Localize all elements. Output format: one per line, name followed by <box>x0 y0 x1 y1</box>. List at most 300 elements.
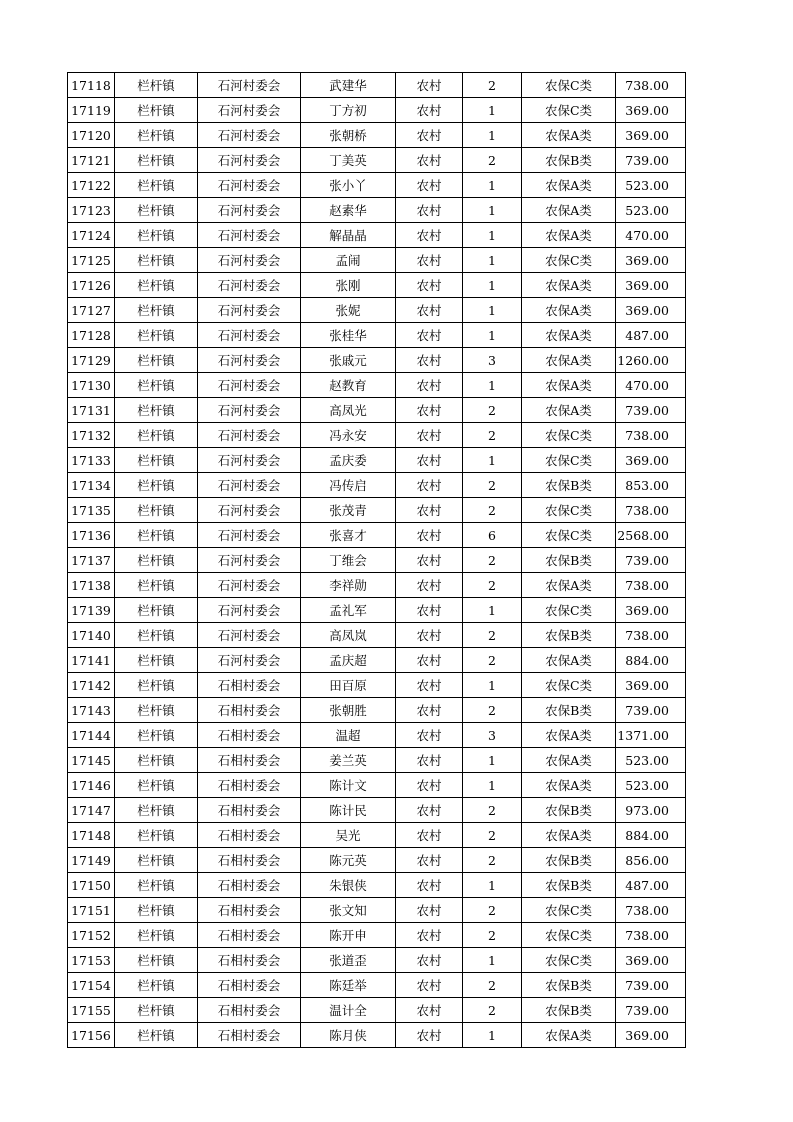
insurance-class-cell: 农保C类 <box>522 73 616 98</box>
area-type-cell: 农村 <box>396 798 463 823</box>
table-row <box>68 473 686 498</box>
village-committee-cell: 石河村委会 <box>198 398 301 423</box>
insurance-class-cell: 农保A类 <box>522 823 616 848</box>
household-count-cell: 1 <box>463 198 522 223</box>
household-count-cell: 3 <box>463 723 522 748</box>
serial-number-cell: 17128 <box>68 323 115 348</box>
village-committee-cell: 石相村委会 <box>198 923 301 948</box>
serial-number-cell: 17133 <box>68 448 115 473</box>
serial-number-cell: 17142 <box>68 673 115 698</box>
serial-number-cell: 17148 <box>68 823 115 848</box>
area-type-cell: 农村 <box>396 973 463 998</box>
serial-number-cell: 17120 <box>68 123 115 148</box>
town-cell: 栏杆镇 <box>115 798 198 823</box>
household-count-cell: 2 <box>463 423 522 448</box>
serial-number-cell: 17150 <box>68 873 115 898</box>
town-cell: 栏杆镇 <box>115 423 198 448</box>
area-type-cell: 农村 <box>396 273 463 298</box>
name-cell: 张小丫 <box>301 173 396 198</box>
insurance-class-cell: 农保C类 <box>522 673 616 698</box>
insurance-class-cell: 农保A类 <box>522 773 616 798</box>
insurance-class-cell: 农保B类 <box>522 848 616 873</box>
area-type-cell: 农村 <box>396 948 463 973</box>
amount-cell: 856.00 <box>616 848 686 873</box>
name-cell: 张桂华 <box>301 323 396 348</box>
village-committee-cell: 石相村委会 <box>198 748 301 773</box>
table-row <box>68 548 686 573</box>
area-type-cell: 农村 <box>396 298 463 323</box>
area-type-cell: 农村 <box>396 998 463 1023</box>
serial-number-cell: 17126 <box>68 273 115 298</box>
town-cell: 栏杆镇 <box>115 898 198 923</box>
insurance-class-cell: 农保A类 <box>522 298 616 323</box>
village-committee-cell: 石相村委会 <box>198 673 301 698</box>
amount-cell: 738.00 <box>616 898 686 923</box>
household-count-cell: 2 <box>463 898 522 923</box>
village-committee-cell: 石河村委会 <box>198 548 301 573</box>
village-committee-cell: 石相村委会 <box>198 948 301 973</box>
serial-number-cell: 17129 <box>68 348 115 373</box>
serial-number-cell: 17140 <box>68 623 115 648</box>
amount-cell: 853.00 <box>616 473 686 498</box>
household-count-cell: 2 <box>463 548 522 573</box>
town-cell: 栏杆镇 <box>115 373 198 398</box>
name-cell: 张道歪 <box>301 948 396 973</box>
table-row <box>68 973 686 998</box>
household-count-cell: 1 <box>463 298 522 323</box>
insurance-class-cell: 农保B类 <box>522 798 616 823</box>
area-type-cell: 农村 <box>396 673 463 698</box>
area-type-cell: 农村 <box>396 548 463 573</box>
serial-number-cell: 17131 <box>68 398 115 423</box>
table-row <box>68 948 686 973</box>
name-cell: 张妮 <box>301 298 396 323</box>
serial-number-cell: 17136 <box>68 523 115 548</box>
area-type-cell: 农村 <box>396 923 463 948</box>
town-cell: 栏杆镇 <box>115 1023 198 1048</box>
amount-cell: 487.00 <box>616 323 686 348</box>
serial-number-cell: 17145 <box>68 748 115 773</box>
serial-number-cell: 17144 <box>68 723 115 748</box>
village-committee-cell: 石河村委会 <box>198 573 301 598</box>
area-type-cell: 农村 <box>396 898 463 923</box>
table-row <box>68 73 686 98</box>
name-cell: 张喜才 <box>301 523 396 548</box>
name-cell: 冯传启 <box>301 473 396 498</box>
village-committee-cell: 石河村委会 <box>198 473 301 498</box>
insurance-class-cell: 农保C类 <box>522 498 616 523</box>
household-count-cell: 2 <box>463 398 522 423</box>
amount-cell: 369.00 <box>616 273 686 298</box>
village-committee-cell: 石河村委会 <box>198 173 301 198</box>
serial-number-cell: 17155 <box>68 998 115 1023</box>
insurance-class-cell: 农保A类 <box>522 123 616 148</box>
area-type-cell: 农村 <box>396 623 463 648</box>
insurance-class-cell: 农保B类 <box>522 623 616 648</box>
village-committee-cell: 石相村委会 <box>198 873 301 898</box>
household-count-cell: 1 <box>463 873 522 898</box>
insurance-class-cell: 农保A类 <box>522 173 616 198</box>
household-count-cell: 2 <box>463 573 522 598</box>
household-count-cell: 1 <box>463 273 522 298</box>
town-cell: 栏杆镇 <box>115 198 198 223</box>
name-cell: 朱银侠 <box>301 873 396 898</box>
town-cell: 栏杆镇 <box>115 498 198 523</box>
village-committee-cell: 石河村委会 <box>198 423 301 448</box>
amount-cell: 523.00 <box>616 173 686 198</box>
village-committee-cell: 石相村委会 <box>198 973 301 998</box>
insurance-class-cell: 农保C类 <box>522 448 616 473</box>
household-count-cell: 1 <box>463 773 522 798</box>
name-cell: 孟礼军 <box>301 598 396 623</box>
serial-number-cell: 17151 <box>68 898 115 923</box>
amount-cell: 523.00 <box>616 198 686 223</box>
household-count-cell: 3 <box>463 348 522 373</box>
village-committee-cell: 石河村委会 <box>198 273 301 298</box>
table-row <box>68 423 686 448</box>
area-type-cell: 农村 <box>396 398 463 423</box>
serial-number-cell: 17125 <box>68 248 115 273</box>
village-committee-cell: 石相村委会 <box>198 698 301 723</box>
household-count-cell: 1 <box>463 173 522 198</box>
town-cell: 栏杆镇 <box>115 648 198 673</box>
village-committee-cell: 石相村委会 <box>198 898 301 923</box>
village-committee-cell: 石河村委会 <box>198 448 301 473</box>
name-cell: 陈廷举 <box>301 973 396 998</box>
amount-cell: 739.00 <box>616 548 686 573</box>
amount-cell: 739.00 <box>616 398 686 423</box>
serial-number-cell: 17123 <box>68 198 115 223</box>
table-row <box>68 898 686 923</box>
household-count-cell: 2 <box>463 648 522 673</box>
insurance-class-cell: 农保A类 <box>522 398 616 423</box>
village-committee-cell: 石河村委会 <box>198 98 301 123</box>
household-count-cell: 1 <box>463 1023 522 1048</box>
table-row <box>68 373 686 398</box>
household-count-cell: 1 <box>463 323 522 348</box>
table-row <box>68 98 686 123</box>
name-cell: 陈计文 <box>301 773 396 798</box>
village-committee-cell: 石河村委会 <box>198 523 301 548</box>
insurance-class-cell: 农保C类 <box>522 523 616 548</box>
insurance-class-cell: 农保C类 <box>522 923 616 948</box>
serial-number-cell: 17135 <box>68 498 115 523</box>
table-row <box>68 248 686 273</box>
amount-cell: 738.00 <box>616 73 686 98</box>
town-cell: 栏杆镇 <box>115 848 198 873</box>
village-committee-cell: 石相村委会 <box>198 823 301 848</box>
insurance-class-cell: 农保A类 <box>522 1023 616 1048</box>
village-committee-cell: 石河村委会 <box>198 598 301 623</box>
name-cell: 武建华 <box>301 73 396 98</box>
name-cell: 孟庆委 <box>301 448 396 473</box>
serial-number-cell: 17149 <box>68 848 115 873</box>
name-cell: 陈开申 <box>301 923 396 948</box>
area-type-cell: 农村 <box>396 473 463 498</box>
insurance-class-cell: 农保A类 <box>522 573 616 598</box>
town-cell: 栏杆镇 <box>115 948 198 973</box>
insurance-class-cell: 农保A类 <box>522 323 616 348</box>
village-committee-cell: 石相村委会 <box>198 1023 301 1048</box>
table-row <box>68 348 686 373</box>
amount-cell: 738.00 <box>616 923 686 948</box>
area-type-cell: 农村 <box>396 148 463 173</box>
household-count-cell: 1 <box>463 223 522 248</box>
area-type-cell: 农村 <box>396 523 463 548</box>
table-row <box>68 873 686 898</box>
town-cell: 栏杆镇 <box>115 223 198 248</box>
town-cell: 栏杆镇 <box>115 273 198 298</box>
area-type-cell: 农村 <box>396 123 463 148</box>
area-type-cell: 农村 <box>396 723 463 748</box>
table-row <box>68 198 686 223</box>
village-committee-cell: 石相村委会 <box>198 848 301 873</box>
amount-cell: 1260.00 <box>616 348 686 373</box>
amount-cell: 523.00 <box>616 773 686 798</box>
serial-number-cell: 17153 <box>68 948 115 973</box>
insurance-class-cell: 农保C类 <box>522 598 616 623</box>
town-cell: 栏杆镇 <box>115 398 198 423</box>
town-cell: 栏杆镇 <box>115 148 198 173</box>
amount-cell: 369.00 <box>616 1023 686 1048</box>
table-row <box>68 923 686 948</box>
town-cell: 栏杆镇 <box>115 598 198 623</box>
name-cell: 张茂青 <box>301 498 396 523</box>
town-cell: 栏杆镇 <box>115 873 198 898</box>
amount-cell: 369.00 <box>616 673 686 698</box>
serial-number-cell: 17152 <box>68 923 115 948</box>
town-cell: 栏杆镇 <box>115 723 198 748</box>
household-count-cell: 2 <box>463 973 522 998</box>
insurance-class-cell: 农保A类 <box>522 748 616 773</box>
table-row <box>68 123 686 148</box>
serial-number-cell: 17154 <box>68 973 115 998</box>
serial-number-cell: 17138 <box>68 573 115 598</box>
insurance-class-cell: 农保A类 <box>522 373 616 398</box>
insurance-class-cell: 农保A类 <box>522 273 616 298</box>
table-row <box>68 148 686 173</box>
table-row <box>68 848 686 873</box>
town-cell: 栏杆镇 <box>115 573 198 598</box>
insurance-class-cell: 农保B类 <box>522 873 616 898</box>
household-count-cell: 2 <box>463 698 522 723</box>
town-cell: 栏杆镇 <box>115 98 198 123</box>
serial-number-cell: 17139 <box>68 598 115 623</box>
village-committee-cell: 石河村委会 <box>198 148 301 173</box>
amount-cell: 1371.00 <box>616 723 686 748</box>
serial-number-cell: 17127 <box>68 298 115 323</box>
village-committee-cell: 石河村委会 <box>198 123 301 148</box>
insurance-class-cell: 农保C类 <box>522 948 616 973</box>
amount-cell: 369.00 <box>616 98 686 123</box>
name-cell: 解晶晶 <box>301 223 396 248</box>
area-type-cell: 农村 <box>396 448 463 473</box>
name-cell: 李祥勋 <box>301 573 396 598</box>
amount-cell: 739.00 <box>616 698 686 723</box>
amount-cell: 470.00 <box>616 373 686 398</box>
town-cell: 栏杆镇 <box>115 548 198 573</box>
area-type-cell: 农村 <box>396 848 463 873</box>
town-cell: 栏杆镇 <box>115 698 198 723</box>
insurance-class-cell: 农保B类 <box>522 148 616 173</box>
household-count-cell: 1 <box>463 123 522 148</box>
household-count-cell: 2 <box>463 473 522 498</box>
household-count-cell: 2 <box>463 498 522 523</box>
table-row <box>68 723 686 748</box>
insurance-class-cell: 农保B类 <box>522 473 616 498</box>
household-count-cell: 2 <box>463 848 522 873</box>
village-committee-cell: 石河村委会 <box>198 223 301 248</box>
town-cell: 栏杆镇 <box>115 473 198 498</box>
household-count-cell: 2 <box>463 623 522 648</box>
amount-cell: 369.00 <box>616 948 686 973</box>
name-cell: 张戚元 <box>301 348 396 373</box>
amount-cell: 369.00 <box>616 298 686 323</box>
name-cell: 张文知 <box>301 898 396 923</box>
household-count-cell: 1 <box>463 373 522 398</box>
serial-number-cell: 17146 <box>68 773 115 798</box>
serial-number-cell: 17118 <box>68 73 115 98</box>
town-cell: 栏杆镇 <box>115 973 198 998</box>
insurance-class-cell: 农保C类 <box>522 898 616 923</box>
serial-number-cell: 17121 <box>68 148 115 173</box>
town-cell: 栏杆镇 <box>115 173 198 198</box>
village-committee-cell: 石相村委会 <box>198 773 301 798</box>
table-row <box>68 598 686 623</box>
area-type-cell: 农村 <box>396 223 463 248</box>
town-cell: 栏杆镇 <box>115 448 198 473</box>
data-table <box>67 72 686 1048</box>
table-row <box>68 998 686 1023</box>
area-type-cell: 农村 <box>396 873 463 898</box>
name-cell: 陈元英 <box>301 848 396 873</box>
insurance-class-cell: 农保B类 <box>522 698 616 723</box>
area-type-cell: 农村 <box>396 248 463 273</box>
village-committee-cell: 石相村委会 <box>198 998 301 1023</box>
town-cell: 栏杆镇 <box>115 298 198 323</box>
town-cell: 栏杆镇 <box>115 773 198 798</box>
table-row <box>68 1023 686 1048</box>
amount-cell: 369.00 <box>616 598 686 623</box>
table-row <box>68 298 686 323</box>
amount-cell: 2568.00 <box>616 523 686 548</box>
amount-cell: 739.00 <box>616 148 686 173</box>
name-cell: 陈计民 <box>301 798 396 823</box>
name-cell: 赵素华 <box>301 198 396 223</box>
table-row <box>68 498 686 523</box>
area-type-cell: 农村 <box>396 1023 463 1048</box>
table-row <box>68 698 686 723</box>
table-row <box>68 573 686 598</box>
area-type-cell: 农村 <box>396 773 463 798</box>
table-row <box>68 398 686 423</box>
amount-cell: 470.00 <box>616 223 686 248</box>
table-row <box>68 823 686 848</box>
household-count-cell: 1 <box>463 748 522 773</box>
amount-cell: 738.00 <box>616 423 686 448</box>
amount-cell: 523.00 <box>616 748 686 773</box>
name-cell: 张刚 <box>301 273 396 298</box>
town-cell: 栏杆镇 <box>115 623 198 648</box>
serial-number-cell: 17134 <box>68 473 115 498</box>
household-count-cell: 2 <box>463 923 522 948</box>
name-cell: 冯永安 <box>301 423 396 448</box>
household-count-cell: 2 <box>463 798 522 823</box>
village-committee-cell: 石河村委会 <box>198 198 301 223</box>
name-cell: 高凤岚 <box>301 623 396 648</box>
table-row <box>68 173 686 198</box>
table-row <box>68 448 686 473</box>
area-type-cell: 农村 <box>396 198 463 223</box>
name-cell: 孟庆超 <box>301 648 396 673</box>
table-row <box>68 798 686 823</box>
area-type-cell: 农村 <box>396 373 463 398</box>
area-type-cell: 农村 <box>396 98 463 123</box>
name-cell: 赵教育 <box>301 373 396 398</box>
town-cell: 栏杆镇 <box>115 73 198 98</box>
name-cell: 张朝胜 <box>301 698 396 723</box>
insurance-class-cell: 农保A类 <box>522 648 616 673</box>
household-count-cell: 1 <box>463 248 522 273</box>
area-type-cell: 农村 <box>396 573 463 598</box>
serial-number-cell: 17130 <box>68 373 115 398</box>
table-row <box>68 323 686 348</box>
insurance-class-cell: 农保A类 <box>522 198 616 223</box>
serial-number-cell: 17156 <box>68 1023 115 1048</box>
serial-number-cell: 17124 <box>68 223 115 248</box>
area-type-cell: 农村 <box>396 73 463 98</box>
insurance-class-cell: 农保A类 <box>522 223 616 248</box>
table-row <box>68 223 686 248</box>
amount-cell: 738.00 <box>616 498 686 523</box>
household-count-cell: 2 <box>463 73 522 98</box>
name-cell: 孟闹 <box>301 248 396 273</box>
area-type-cell: 农村 <box>396 498 463 523</box>
table-row <box>68 523 686 548</box>
name-cell: 丁维会 <box>301 548 396 573</box>
area-type-cell: 农村 <box>396 423 463 448</box>
insurance-class-cell: 农保C类 <box>522 98 616 123</box>
amount-cell: 369.00 <box>616 123 686 148</box>
table-row <box>68 748 686 773</box>
amount-cell: 738.00 <box>616 573 686 598</box>
village-committee-cell: 石相村委会 <box>198 798 301 823</box>
village-committee-cell: 石河村委会 <box>198 73 301 98</box>
household-count-cell: 6 <box>463 523 522 548</box>
town-cell: 栏杆镇 <box>115 348 198 373</box>
name-cell: 丁美英 <box>301 148 396 173</box>
town-cell: 栏杆镇 <box>115 998 198 1023</box>
amount-cell: 973.00 <box>616 798 686 823</box>
name-cell: 吴光 <box>301 823 396 848</box>
table-body <box>68 73 686 1048</box>
serial-number-cell: 17137 <box>68 548 115 573</box>
town-cell: 栏杆镇 <box>115 248 198 273</box>
insurance-class-cell: 农保C类 <box>522 248 616 273</box>
insurance-class-cell: 农保C类 <box>522 423 616 448</box>
household-count-cell: 1 <box>463 948 522 973</box>
insurance-class-cell: 农保A类 <box>522 723 616 748</box>
household-count-cell: 1 <box>463 598 522 623</box>
village-committee-cell: 石相村委会 <box>198 723 301 748</box>
serial-number-cell: 17147 <box>68 798 115 823</box>
village-committee-cell: 石河村委会 <box>198 498 301 523</box>
village-committee-cell: 石河村委会 <box>198 248 301 273</box>
amount-cell: 884.00 <box>616 823 686 848</box>
area-type-cell: 农村 <box>396 348 463 373</box>
household-count-cell: 2 <box>463 823 522 848</box>
name-cell: 温计全 <box>301 998 396 1023</box>
